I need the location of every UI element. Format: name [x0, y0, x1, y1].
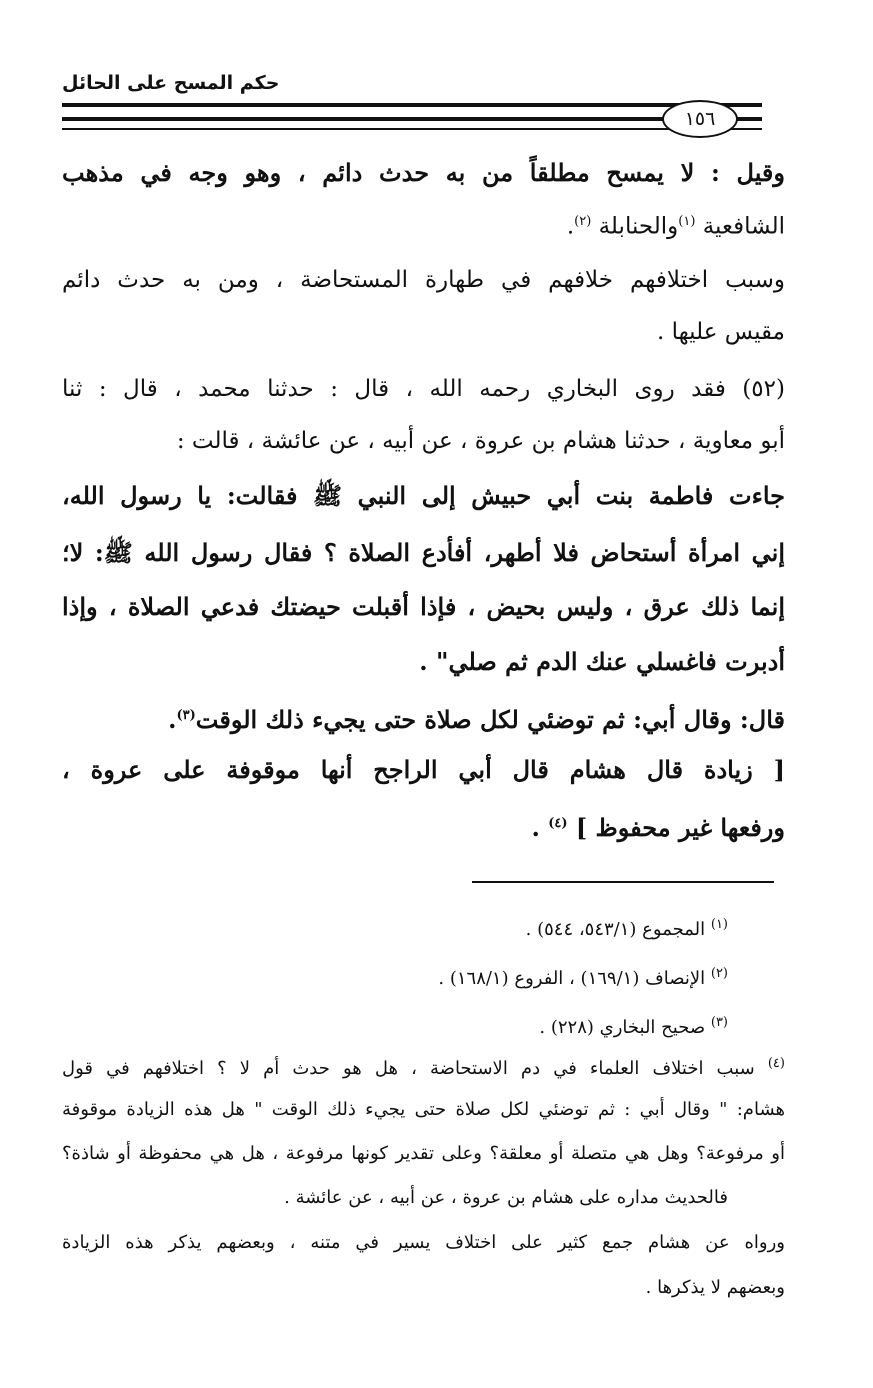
text-segment: .	[168, 705, 177, 734]
text-segment: مقيس عليها .	[656, 319, 785, 345]
running-title: حكم المسح على الحائل	[62, 72, 280, 94]
footnote-number: (٣)	[710, 1015, 728, 1030]
text-segment: جاءت فاطمة بنت أبي حبيش إلى النبي ﷺ فقالت: يا رسول الله،	[62, 481, 786, 510]
body-line-3	[62, 265, 785, 295]
footnote-4-line-4	[284, 1185, 728, 1211]
header-rule-bottom	[62, 128, 762, 130]
text-segment: إنما ذلك عرق ، وليس بحيض ، فإذا أقبلت حيضتك فدعي الصلاة ، وإذا	[62, 592, 785, 621]
body-line-6	[177, 426, 785, 456]
hadith-line-4	[419, 647, 785, 677]
footnote-text: سبب اختلاف العلماء في دم الاستحاضة ، هل هو حدث أم لا ؟ اختلافهم في قول	[62, 1058, 755, 1079]
footnote-ref-2[interactable]: (٢)	[574, 214, 592, 229]
footnote-3	[539, 1010, 728, 1041]
footnote-number: (١)	[710, 917, 728, 932]
text-segment: .	[566, 213, 575, 240]
hadith-line-3	[62, 592, 785, 622]
qila-word: وقيل : لا يمسح مطلقاً من به حدث دائم ، وهو وجه في مذهب	[62, 158, 785, 187]
footnote-number: (٢)	[710, 966, 728, 981]
qal-line	[168, 701, 785, 735]
body-line-1	[62, 158, 785, 189]
header-rule-top	[62, 103, 762, 107]
footnote-separator	[472, 881, 774, 883]
hadith-line-2	[62, 538, 785, 568]
page-number-badge	[662, 100, 738, 138]
footnote-text: أو مرفوعة؟ وهل هي متصلة أو معلقة؟ وعلى تقدير كونها مرفوعة ، هل هي محفوظة أو شاذة؟	[62, 1143, 785, 1164]
zyada-line-2	[531, 809, 785, 843]
text-segment: .	[531, 813, 540, 842]
text-segment: (٥٢) فقد روى البخاري رحمه الله ، قال : حدثنا محمد ، قال : ثنا	[62, 376, 785, 402]
footnote-4-line-1	[62, 1051, 785, 1082]
text-segment: وسبب اختلافهم خلافهم في طهارة المستحاضة ، ومن به حدث دائم	[62, 267, 785, 293]
footnote-number: (٤)	[767, 1056, 785, 1071]
footnote-4-line-2	[62, 1097, 785, 1123]
body-line-4	[657, 317, 785, 347]
text-segment: إني امرأة أستحاض فلا أطهر، أفأدع الصلاة ؟ فقال رسول الله ﷺ: لا؛	[62, 538, 785, 567]
text-segment: الشافعية	[702, 213, 785, 240]
footnote-text: هشام: " وقال أبي : ثم توضئي لكل صلاة حتى يجيء ذلك الوقت " هل هذه الزيادة موقوفة	[62, 1099, 785, 1120]
footnote-text: المجموع (٥٤٣/١، ٥٤٤) .	[525, 919, 706, 940]
page-number: ١٥٦	[684, 108, 716, 130]
footnote-text: فالحديث مداره على هشام بن عروة ، عن أبيه ، عن عائشة .	[284, 1187, 728, 1208]
text-segment: قال: وقال أبي: ثم توضئي لكل صلاة حتى يجيء ذلك الوقت	[195, 705, 785, 734]
text-segment: [ زيادة قال هشام قال أبي الراجح أنها موقوفة على عروة ،	[62, 755, 785, 784]
footnote-text: ورواه عن هشام جمع كثير على اختلاف يسير في متنه ، وبعضهم يذكر هذه الزيادة	[62, 1232, 785, 1253]
footnote-4-line-6	[646, 1275, 785, 1301]
footnote-ref-4[interactable]: (٤)	[548, 816, 568, 831]
footnote-2	[438, 961, 728, 992]
text-segment: ورفعها غير محفوظ ]	[575, 813, 785, 842]
hadith-line-1	[62, 481, 785, 511]
footnote-text: الإنصاف (١٦٩/١) ، الفروع (١٦٨/١) .	[438, 968, 706, 989]
text-segment: والحنابلة	[598, 213, 679, 240]
header-rule-middle	[62, 117, 762, 121]
footnote-ref-1[interactable]: (١)	[678, 214, 696, 229]
footnote-4-line-3	[62, 1141, 785, 1167]
footnote-1	[526, 912, 728, 943]
footnote-text: وبعضهم لا يذكرها .	[645, 1277, 785, 1298]
footnote-text: صحيح البخاري (٢٢٨) .	[539, 1017, 706, 1038]
footnote-ref-3[interactable]: (٣)	[176, 708, 196, 723]
zyada-line-1	[62, 755, 785, 785]
text-segment: أدبرت فاغسلي عنك الدم ثم صلي" .	[419, 647, 785, 676]
text-segment: أبو معاوية ، حدثنا هشام بن عروة ، عن أبيه ، عن عائشة ، قالت :	[176, 428, 785, 454]
body-line-2	[567, 207, 785, 242]
footnote-4-line-5	[62, 1230, 785, 1256]
body-line-5	[62, 374, 785, 404]
